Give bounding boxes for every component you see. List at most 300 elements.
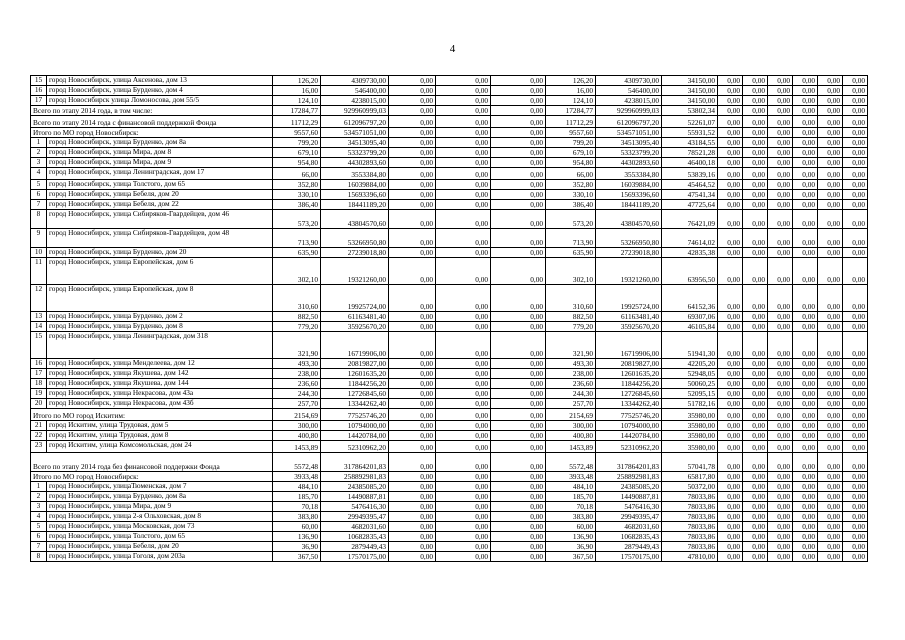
value-cell: 0,00: [843, 441, 868, 453]
value-cell: 0,00: [743, 158, 768, 168]
row-number: 8: [31, 210, 47, 229]
value-cell: 0,00: [818, 522, 843, 532]
value-cell: 0,00: [389, 86, 436, 96]
value-cell: 0,00: [818, 76, 843, 86]
value-cell: 0,00: [768, 106, 793, 116]
address-cell: город Новосибирск, улица Некрасова, дом 43б: [47, 399, 273, 409]
value-cell: 383,80: [546, 512, 596, 522]
summary-label: Всего по этапу 2014 года с финансовой поддержкой Фонда: [31, 116, 273, 128]
value-cell: 929960999,03: [321, 106, 389, 116]
value-cell: 0,00: [436, 431, 491, 441]
value-cell: 0,00: [389, 512, 436, 522]
value-cell: 19925724,00: [596, 285, 662, 312]
value-cell: 0,00: [818, 312, 843, 322]
address-cell: город Новосибирск, улица Бурденко, дом 2: [47, 312, 273, 322]
value-cell: 0,00: [718, 492, 743, 502]
value-cell: 0,00: [793, 106, 818, 116]
value-cell: 0,00: [491, 482, 546, 492]
value-cell: 0,00: [793, 200, 818, 210]
value-cell: 0,00: [718, 168, 743, 180]
value-cell: 0,00: [793, 312, 818, 322]
value-cell: 52261,07: [662, 116, 718, 128]
value-cell: 16039884,00: [321, 180, 389, 190]
value-cell: 236,60: [273, 379, 321, 389]
value-cell: 0,00: [768, 532, 793, 542]
value-cell: 0,00: [436, 210, 491, 229]
address-cell: город Новосибирск, улица Бебеля, дом 22: [47, 200, 273, 210]
value-cell: 0,00: [793, 138, 818, 148]
value-cell: 573,20: [546, 210, 596, 229]
value-cell: 0,00: [793, 409, 818, 421]
value-cell: 0,00: [768, 138, 793, 148]
value-cell: 14490887,81: [596, 492, 662, 502]
value-cell: 27239018,80: [321, 248, 389, 258]
value-cell: 0,00: [793, 522, 818, 532]
value-cell: 0,00: [491, 512, 546, 522]
value-cell: 47725,64: [662, 200, 718, 210]
value-cell: 0,00: [768, 180, 793, 190]
value-cell: 0,00: [718, 180, 743, 190]
value-cell: 78033,86: [662, 512, 718, 522]
value-cell: 0,00: [389, 106, 436, 116]
value-cell: 0,00: [491, 492, 546, 502]
value-cell: 0,00: [436, 148, 491, 158]
value-cell: 0,00: [768, 200, 793, 210]
value-cell: 0,00: [389, 409, 436, 421]
row-number: 13: [31, 312, 47, 322]
value-cell: 0,00: [718, 369, 743, 379]
value-cell: 0,00: [743, 322, 768, 332]
value-cell: 386,40: [273, 200, 321, 210]
summary-row: [31, 128, 868, 138]
address-cell: город Новосибирск, улица Бурденко, дом 4: [47, 86, 273, 96]
value-cell: 317864201,83: [321, 453, 389, 472]
value-cell: 0,00: [436, 532, 491, 542]
value-cell: 78033,86: [662, 502, 718, 512]
value-cell: 546400,00: [321, 86, 389, 96]
value-cell: 0,00: [843, 180, 868, 190]
row-number: 17: [31, 369, 47, 379]
value-cell: 0,00: [743, 421, 768, 431]
value-cell: 0,00: [818, 421, 843, 431]
value-cell: 0,00: [436, 409, 491, 421]
value-cell: 0,00: [436, 76, 491, 86]
value-cell: 0,00: [768, 421, 793, 431]
value-cell: 0,00: [743, 522, 768, 532]
table-row: [31, 76, 868, 86]
value-cell: 46105,84: [662, 322, 718, 332]
value-cell: 0,00: [793, 431, 818, 441]
summary-row: [31, 106, 868, 116]
value-cell: 53323799,20: [596, 148, 662, 158]
value-cell: 0,00: [768, 229, 793, 248]
value-cell: 0,00: [389, 359, 436, 369]
value-cell: 0,00: [843, 76, 868, 86]
value-cell: 0,00: [768, 359, 793, 369]
address-cell: город Новосибирск, улица Европейская, дом 8: [47, 285, 273, 312]
value-cell: 0,00: [768, 522, 793, 532]
value-cell: 12601635,20: [321, 369, 389, 379]
value-cell: 78033,86: [662, 522, 718, 532]
value-cell: 3933,48: [273, 472, 321, 482]
value-cell: 236,60: [546, 379, 596, 389]
value-cell: 0,00: [743, 86, 768, 96]
address-cell: город Новосибирск, улицаТюменская, дом 7: [47, 482, 273, 492]
value-cell: 29949395,47: [596, 512, 662, 522]
summary-row: [31, 453, 868, 472]
row-number: 4: [31, 512, 47, 522]
value-cell: 136,90: [273, 532, 321, 542]
row-number: 22: [31, 431, 47, 441]
summary-label: Всего по этапу 2014 года без финансовой поддержки Фонда: [31, 453, 273, 472]
value-cell: 0,00: [818, 532, 843, 542]
value-cell: 14420784,00: [321, 431, 389, 441]
row-number: 3: [31, 158, 47, 168]
value-cell: 0,00: [768, 312, 793, 322]
row-number: 15: [31, 76, 47, 86]
value-cell: 0,00: [491, 552, 546, 562]
address-cell: город Новосибирск улица Ломоносова, дом 55/5: [47, 96, 273, 106]
address-cell: город Новосибирск, улица Европейская, дом 6: [47, 258, 273, 285]
value-cell: 0,00: [793, 502, 818, 512]
value-cell: 18441189,20: [596, 200, 662, 210]
value-cell: 0,00: [768, 389, 793, 399]
value-cell: 0,00: [793, 168, 818, 180]
value-cell: 0,00: [491, 138, 546, 148]
value-cell: 20819827,00: [596, 359, 662, 369]
value-cell: 0,00: [768, 512, 793, 522]
value-cell: 0,00: [743, 190, 768, 200]
value-cell: 713,90: [273, 229, 321, 248]
value-cell: 0,00: [743, 332, 768, 359]
value-cell: 53802,34: [662, 106, 718, 116]
value-cell: 0,00: [436, 138, 491, 148]
value-cell: 10794000,00: [321, 421, 389, 431]
value-cell: 0,00: [389, 285, 436, 312]
value-cell: 11844256,20: [321, 379, 389, 389]
value-cell: 0,00: [491, 409, 546, 421]
value-cell: 0,00: [818, 200, 843, 210]
value-cell: 2879449,43: [596, 542, 662, 552]
value-cell: 45464,52: [662, 180, 718, 190]
value-cell: 534571051,00: [321, 128, 389, 138]
value-cell: 238,00: [546, 369, 596, 379]
value-cell: 0,00: [768, 190, 793, 200]
value-cell: 0,00: [436, 522, 491, 532]
summary-label: Всего по этапу 2014 года, в том числе:: [31, 106, 273, 116]
value-cell: 24385085,20: [321, 482, 389, 492]
value-cell: 0,00: [793, 180, 818, 190]
value-cell: 53323799,20: [321, 148, 389, 158]
value-cell: 0,00: [743, 453, 768, 472]
value-cell: 50372,00: [662, 482, 718, 492]
value-cell: 0,00: [718, 431, 743, 441]
value-cell: 55931,52: [662, 128, 718, 138]
value-cell: 0,00: [389, 332, 436, 359]
value-cell: 16,00: [546, 86, 596, 96]
row-number: 18: [31, 379, 47, 389]
value-cell: 4309730,00: [321, 76, 389, 86]
value-cell: 0,00: [818, 453, 843, 472]
value-cell: 0,00: [793, 472, 818, 482]
value-cell: 0,00: [718, 522, 743, 532]
value-cell: 310,60: [546, 285, 596, 312]
value-cell: 4309730,00: [596, 76, 662, 86]
value-cell: 0,00: [436, 285, 491, 312]
value-cell: 493,30: [546, 359, 596, 369]
value-cell: 0,00: [718, 322, 743, 332]
value-cell: 0,00: [436, 180, 491, 190]
row-number: 16: [31, 86, 47, 96]
value-cell: 0,00: [743, 431, 768, 441]
value-cell: 60,00: [546, 522, 596, 532]
value-cell: 42835,38: [662, 248, 718, 258]
table-row: [31, 180, 868, 190]
value-cell: 0,00: [718, 229, 743, 248]
value-cell: 0,00: [436, 492, 491, 502]
value-cell: 0,00: [718, 190, 743, 200]
value-cell: 0,00: [718, 552, 743, 562]
value-cell: 0,00: [718, 312, 743, 322]
value-cell: 321,90: [546, 332, 596, 359]
value-cell: 0,00: [743, 399, 768, 409]
value-cell: 35925670,20: [596, 322, 662, 332]
value-cell: 4682031,60: [596, 522, 662, 532]
value-cell: 0,00: [818, 389, 843, 399]
row-number: 14: [31, 322, 47, 332]
value-cell: 0,00: [436, 258, 491, 285]
table-row: [31, 522, 868, 532]
value-cell: 0,00: [389, 472, 436, 482]
value-cell: 0,00: [843, 409, 868, 421]
value-cell: 0,00: [491, 248, 546, 258]
value-cell: 0,00: [843, 168, 868, 180]
value-cell: 52310962,20: [321, 441, 389, 453]
value-cell: 0,00: [436, 472, 491, 482]
value-cell: 0,00: [436, 190, 491, 200]
value-cell: 0,00: [793, 229, 818, 248]
row-number: 15: [31, 332, 47, 359]
value-cell: 0,00: [743, 258, 768, 285]
value-cell: 0,00: [743, 532, 768, 542]
value-cell: 0,00: [843, 532, 868, 542]
value-cell: 635,90: [546, 248, 596, 258]
value-cell: 0,00: [436, 248, 491, 258]
value-cell: 0,00: [743, 148, 768, 158]
value-cell: 0,00: [768, 210, 793, 229]
value-cell: 0,00: [743, 552, 768, 562]
value-cell: 0,00: [436, 312, 491, 322]
value-cell: 9557,60: [273, 128, 321, 138]
value-cell: 0,00: [818, 399, 843, 409]
value-cell: 0,00: [743, 210, 768, 229]
value-cell: 43184,55: [662, 138, 718, 148]
value-cell: 3553384,80: [321, 168, 389, 180]
value-cell: 16039884,00: [596, 180, 662, 190]
value-cell: 367,50: [273, 552, 321, 562]
value-cell: 0,00: [389, 421, 436, 431]
row-number: 8: [31, 552, 47, 562]
value-cell: 0,00: [818, 96, 843, 106]
value-cell: 0,00: [793, 532, 818, 542]
value-cell: 0,00: [818, 502, 843, 512]
value-cell: 0,00: [768, 322, 793, 332]
address-cell: город Новосибирск, улица Сибиряков-Гвардейцев, дом 48: [47, 229, 273, 248]
value-cell: 0,00: [793, 332, 818, 359]
address-cell: город Новосибирск, улица Менделеева, дом 12: [47, 359, 273, 369]
value-cell: 0,00: [718, 332, 743, 359]
value-cell: 17570175,00: [321, 552, 389, 562]
table-row: [31, 96, 868, 106]
value-cell: 317864201,83: [596, 453, 662, 472]
value-cell: 0,00: [768, 369, 793, 379]
address-cell: город Новосибирск, улица Мира, дом 9: [47, 158, 273, 168]
value-cell: 0,00: [743, 389, 768, 399]
value-cell: 0,00: [768, 542, 793, 552]
address-cell: город Новосибирск, улица Бурденко, дом 8: [47, 322, 273, 332]
value-cell: 302,10: [546, 258, 596, 285]
value-cell: 257,70: [546, 399, 596, 409]
value-cell: 0,00: [793, 158, 818, 168]
value-cell: 0,00: [743, 138, 768, 148]
row-number: 6: [31, 532, 47, 542]
value-cell: 63956,50: [662, 258, 718, 285]
value-cell: 383,80: [273, 512, 321, 522]
address-cell: город Новосибирск, улица Московская, дом 73: [47, 522, 273, 532]
address-cell: город Новосибирск, улица Аксенова, дом 13: [47, 76, 273, 86]
value-cell: 0,00: [743, 542, 768, 552]
value-cell: 0,00: [436, 502, 491, 512]
value-cell: 0,00: [491, 76, 546, 86]
value-cell: 65817,80: [662, 472, 718, 482]
value-cell: 0,00: [491, 359, 546, 369]
value-cell: 0,00: [718, 258, 743, 285]
value-cell: 0,00: [843, 512, 868, 522]
value-cell: 0,00: [436, 552, 491, 562]
value-cell: 185,70: [273, 492, 321, 502]
value-cell: 0,00: [843, 106, 868, 116]
value-cell: 0,00: [491, 542, 546, 552]
value-cell: 0,00: [768, 128, 793, 138]
summary-label: Итого по МО город Новосибирск:: [31, 472, 273, 482]
value-cell: 35925670,20: [321, 322, 389, 332]
table-row: [31, 421, 868, 431]
row-number: 1: [31, 138, 47, 148]
table-row: [31, 210, 868, 229]
value-cell: 0,00: [718, 76, 743, 86]
address-cell: город Новосибирск, улица Ленинградская, дом 318: [47, 332, 273, 359]
value-cell: 0,00: [491, 389, 546, 399]
value-cell: 0,00: [843, 229, 868, 248]
value-cell: 36,90: [273, 542, 321, 552]
value-cell: 0,00: [768, 379, 793, 389]
value-cell: 0,00: [389, 502, 436, 512]
table-row: [31, 148, 868, 158]
value-cell: 76421,09: [662, 210, 718, 229]
value-cell: 124,10: [546, 96, 596, 106]
value-cell: 330,10: [273, 190, 321, 200]
value-cell: 34150,00: [662, 76, 718, 86]
value-cell: 34150,00: [662, 86, 718, 96]
value-cell: 0,00: [389, 158, 436, 168]
value-cell: 0,00: [491, 285, 546, 312]
value-cell: 34150,00: [662, 96, 718, 106]
value-cell: 238,00: [273, 369, 321, 379]
value-cell: 185,70: [546, 492, 596, 502]
value-cell: 0,00: [718, 441, 743, 453]
value-cell: 0,00: [491, 322, 546, 332]
value-cell: 5476416,30: [321, 502, 389, 512]
table-row: [31, 258, 868, 285]
table-row: [31, 86, 868, 96]
value-cell: 57041,78: [662, 453, 718, 472]
value-cell: 0,00: [843, 285, 868, 312]
value-cell: 5476416,30: [596, 502, 662, 512]
value-cell: 69307,06: [662, 312, 718, 322]
value-cell: 258892981,83: [321, 472, 389, 482]
row-number: 7: [31, 200, 47, 210]
value-cell: 0,00: [793, 128, 818, 138]
value-cell: 302,10: [273, 258, 321, 285]
value-cell: 27239018,80: [596, 248, 662, 258]
value-cell: 10682835,43: [321, 532, 389, 542]
value-cell: 779,20: [273, 322, 321, 332]
value-cell: 0,00: [436, 512, 491, 522]
value-cell: 0,00: [768, 158, 793, 168]
value-cell: 0,00: [818, 322, 843, 332]
value-cell: 0,00: [793, 369, 818, 379]
address-cell: город Новосибирск, улица Сибиряков-Гвардейцев, дом 46: [47, 210, 273, 229]
value-cell: 0,00: [768, 168, 793, 180]
table-row: [31, 369, 868, 379]
value-cell: 0,00: [491, 441, 546, 453]
value-cell: 0,00: [818, 369, 843, 379]
value-cell: 779,20: [546, 322, 596, 332]
row-number: 3: [31, 502, 47, 512]
address-cell: город Новосибирск, улица Бурденко, дом 8а: [47, 138, 273, 148]
value-cell: 0,00: [843, 453, 868, 472]
table-row: [31, 379, 868, 389]
value-cell: 12726845,60: [321, 389, 389, 399]
value-cell: 24385085,20: [596, 482, 662, 492]
table-row: [31, 502, 868, 512]
value-cell: 0,00: [793, 76, 818, 86]
value-cell: 0,00: [436, 158, 491, 168]
address-cell: город Новосибирск, улица Толстого, дом 65: [47, 180, 273, 190]
value-cell: 367,50: [546, 552, 596, 562]
table-row: [31, 532, 868, 542]
summary-row: [31, 472, 868, 482]
value-cell: 0,00: [843, 431, 868, 441]
value-cell: 43804570,60: [596, 210, 662, 229]
value-cell: 0,00: [491, 399, 546, 409]
value-cell: 47810,00: [662, 552, 718, 562]
value-cell: 0,00: [843, 86, 868, 96]
value-cell: 0,00: [843, 312, 868, 322]
value-cell: 0,00: [793, 285, 818, 312]
value-cell: 0,00: [389, 431, 436, 441]
value-cell: 0,00: [491, 332, 546, 359]
value-cell: 0,00: [793, 359, 818, 369]
value-cell: 0,00: [491, 106, 546, 116]
value-cell: 4682031,60: [321, 522, 389, 532]
value-cell: 799,20: [546, 138, 596, 148]
value-cell: 2879449,43: [321, 542, 389, 552]
value-cell: 0,00: [818, 128, 843, 138]
value-cell: 0,00: [768, 285, 793, 312]
value-cell: 78033,86: [662, 542, 718, 552]
row-number: 21: [31, 421, 47, 431]
